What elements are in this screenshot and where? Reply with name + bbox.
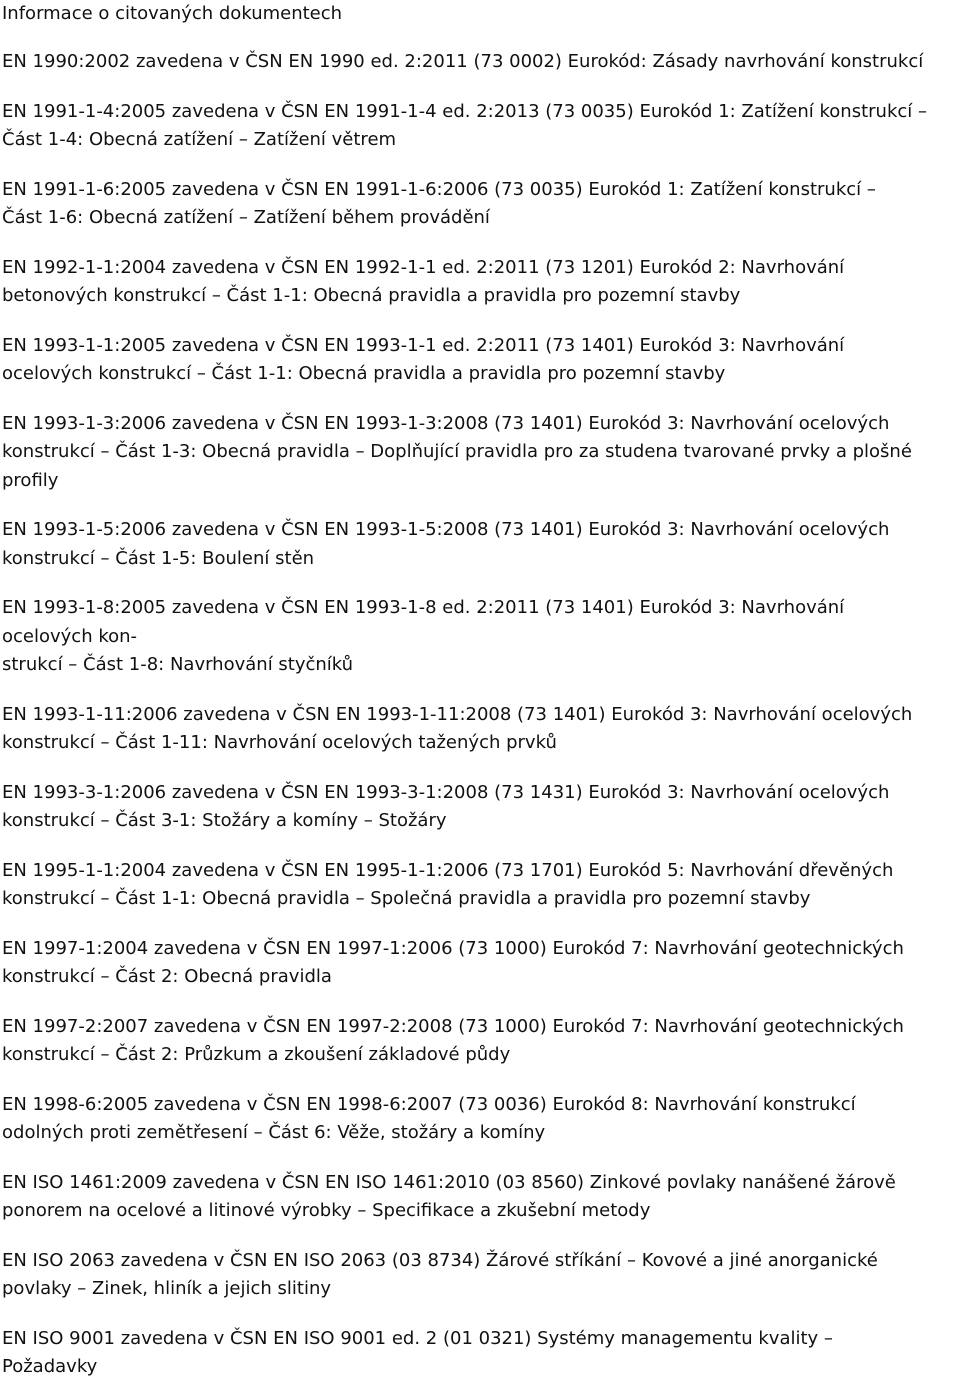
entry-text-line: EN 1992-1-1:2004 zavedena v ČSN EN 1992-1-1 ed. 2:2011 (73 1201) Eurokód 2: Navrhování	[2, 256, 845, 278]
cited-document-entry	[0, 857, 960, 914]
entry-text-line: EN ISO 9001 zavedena v ČSN EN ISO 9001 ed. 2 (01 0321) Systémy managementu kvality –	[2, 1327, 833, 1349]
cited-document-entry	[0, 1325, 960, 1382]
cited-document-entry	[0, 516, 960, 573]
entry-text-line: EN 1990:2002 zavedena v ČSN EN 1990 ed. 2:2011 (73 0002) Eurokód: Zásady navrhování konstrukcí	[2, 51, 924, 72]
cited-document-entry	[0, 594, 960, 680]
entry-text-line: EN 1998-6:2005 zavedena v ČSN EN 1998-6:2007 (73 0036) Eurokód 8: Navrhování konstrukcí	[2, 1093, 856, 1115]
entry-text-line: EN 1995-1-1:2004 zavedena v ČSN EN 1995-1-1:2006 (73 1701) Eurokód 5: Navrhování dřevěných	[2, 859, 894, 881]
entry-text-line: EN 1993-1-1:2005 zavedena v ČSN EN 1993-1-1 ed. 2:2011 (73 1401) Eurokód 3: Navrhování	[2, 334, 845, 356]
entry-text-line: konstrukcí – Část 2: Průzkum a zkoušení základové půdy	[2, 1044, 511, 1065]
entry-text-line: Část 1-4: Obecná zatížení – Zatížení větrem	[2, 129, 397, 150]
entry-text-line: EN 1993-1-8:2005 zavedena v ČSN EN 1993-1-8 ed. 2:2011 (73 1401) Eurokód 3: Navrhování	[2, 597, 845, 618]
entry-text-line: ocelových konstrukcí – Část 1-1: Obecná pravidla a pravidla pro pozemní stavby	[2, 363, 726, 384]
cited-document-entry	[0, 779, 960, 836]
page-heading: Informace o citovaných dokumentech	[2, 3, 343, 24]
entry-text-line: konstrukcí – Část 1-5: Boulení stěn	[2, 547, 315, 569]
entry-text-line: konstrukcí – Část 2: Obecná pravidla	[2, 966, 332, 987]
entry-text-line: odolných proti zemětřesení – Část 6: Věže, stožáry a komíny	[2, 1122, 546, 1143]
entry-text-line: EN 1991-1-4:2005 zavedena v ČSN EN 1991-1-4 ed. 2:2013 (73 0035) Eurokód 1: Zatížení konstrukcí –	[2, 100, 927, 122]
entry-text-line: profily	[2, 469, 59, 491]
cited-document-entry	[0, 98, 960, 155]
entry-text-line: EN 1991-1-6:2005 zavedena v ČSN EN 1991-1-6:2006 (73 0035) Eurokód 1: Zatížení konstrukcí –	[2, 178, 876, 200]
entry-text-line: ponorem na ocelové a litinové výrobky – Specifikace a zkušební metody	[2, 1200, 651, 1221]
entry-text-line: EN ISO 1461:2009 zavedena v ČSN EN ISO 1461:2010 (03 8560) Zinkové povlaky nanášené žárově	[2, 1171, 896, 1193]
entry-text-line: Požadavky	[2, 1356, 98, 1377]
entry-text-line: konstrukcí – Část 1-1: Obecná pravidla – Společná pravidla a pravidla pro pozemní stavby	[2, 888, 811, 909]
entry-text-line: EN ISO 2063 zavedena v ČSN EN ISO 2063 (03 8734) Žárové stříkání – Kovové a jiné anorganické	[2, 1249, 878, 1271]
entry-text-line: strukcí – Část 1-8: Navrhování styčníků	[2, 654, 354, 675]
entry-text-line: EN 1993-1-3:2006 zavedena v ČSN EN 1993-1-3:2008 (73 1401) Eurokód 3: Navrhování ocelových	[2, 412, 890, 434]
cited-document-entry	[0, 48, 960, 77]
cited-document-entry	[0, 254, 960, 311]
entry-text-line: Část 1-6: Obecná zatížení – Zatížení během provádění	[2, 207, 490, 228]
entry-text-line: EN 1997-1:2004 zavedena v ČSN EN 1997-1:2006 (73 1000) Eurokód 7: Navrhování geotechnických	[2, 937, 904, 959]
cited-document-entry	[0, 410, 960, 496]
entry-text-line: povlaky – Zinek, hliník a jejich slitiny	[2, 1278, 332, 1299]
cited-document-entry	[0, 176, 960, 233]
entry-text-line: ocelových kon-	[2, 625, 138, 647]
entry-text-line: EN 1993-3-1:2006 zavedena v ČSN EN 1993-3-1:2008 (73 1431) Eurokód 3: Navrhování ocelových	[2, 781, 890, 803]
cited-document-entry	[0, 1169, 960, 1226]
cited-document-entry	[0, 701, 960, 758]
entry-text-line: EN 1993-1-11:2006 zavedena v ČSN EN 1993-1-11:2008 (73 1401) Eurokód 3: Navrhování ocelových	[2, 703, 913, 725]
cited-document-entry	[0, 332, 960, 389]
cited-documents-list	[0, 48, 960, 1382]
entry-text-line: betonových konstrukcí – Část 1-1: Obecná pravidla a pravidla pro pozemní stavby	[2, 285, 741, 306]
cited-document-entry	[0, 935, 960, 992]
entry-text-line: EN 1993-1-5:2006 zavedena v ČSN EN 1993-1-5:2008 (73 1401) Eurokód 3: Navrhování ocelových	[2, 519, 890, 540]
entry-text-line: konstrukcí – Část 1-11: Navrhování ocelových tažených prvků	[2, 732, 557, 753]
cited-document-entry	[0, 1091, 960, 1148]
entry-text-line: konstrukcí – Část 3-1: Stožáry a komíny – Stožáry	[2, 810, 447, 831]
entry-text-line: EN 1997-2:2007 zavedena v ČSN EN 1997-2:2008 (73 1000) Eurokód 7: Navrhování geotechnických	[2, 1015, 904, 1037]
entry-text-line: konstrukcí – Část 1-3: Obecná pravidla – Doplňující pravidla pro za studena tvarované prvky a plošné	[2, 441, 912, 462]
cited-document-entry	[0, 1247, 960, 1304]
cited-document-entry	[0, 1013, 960, 1070]
